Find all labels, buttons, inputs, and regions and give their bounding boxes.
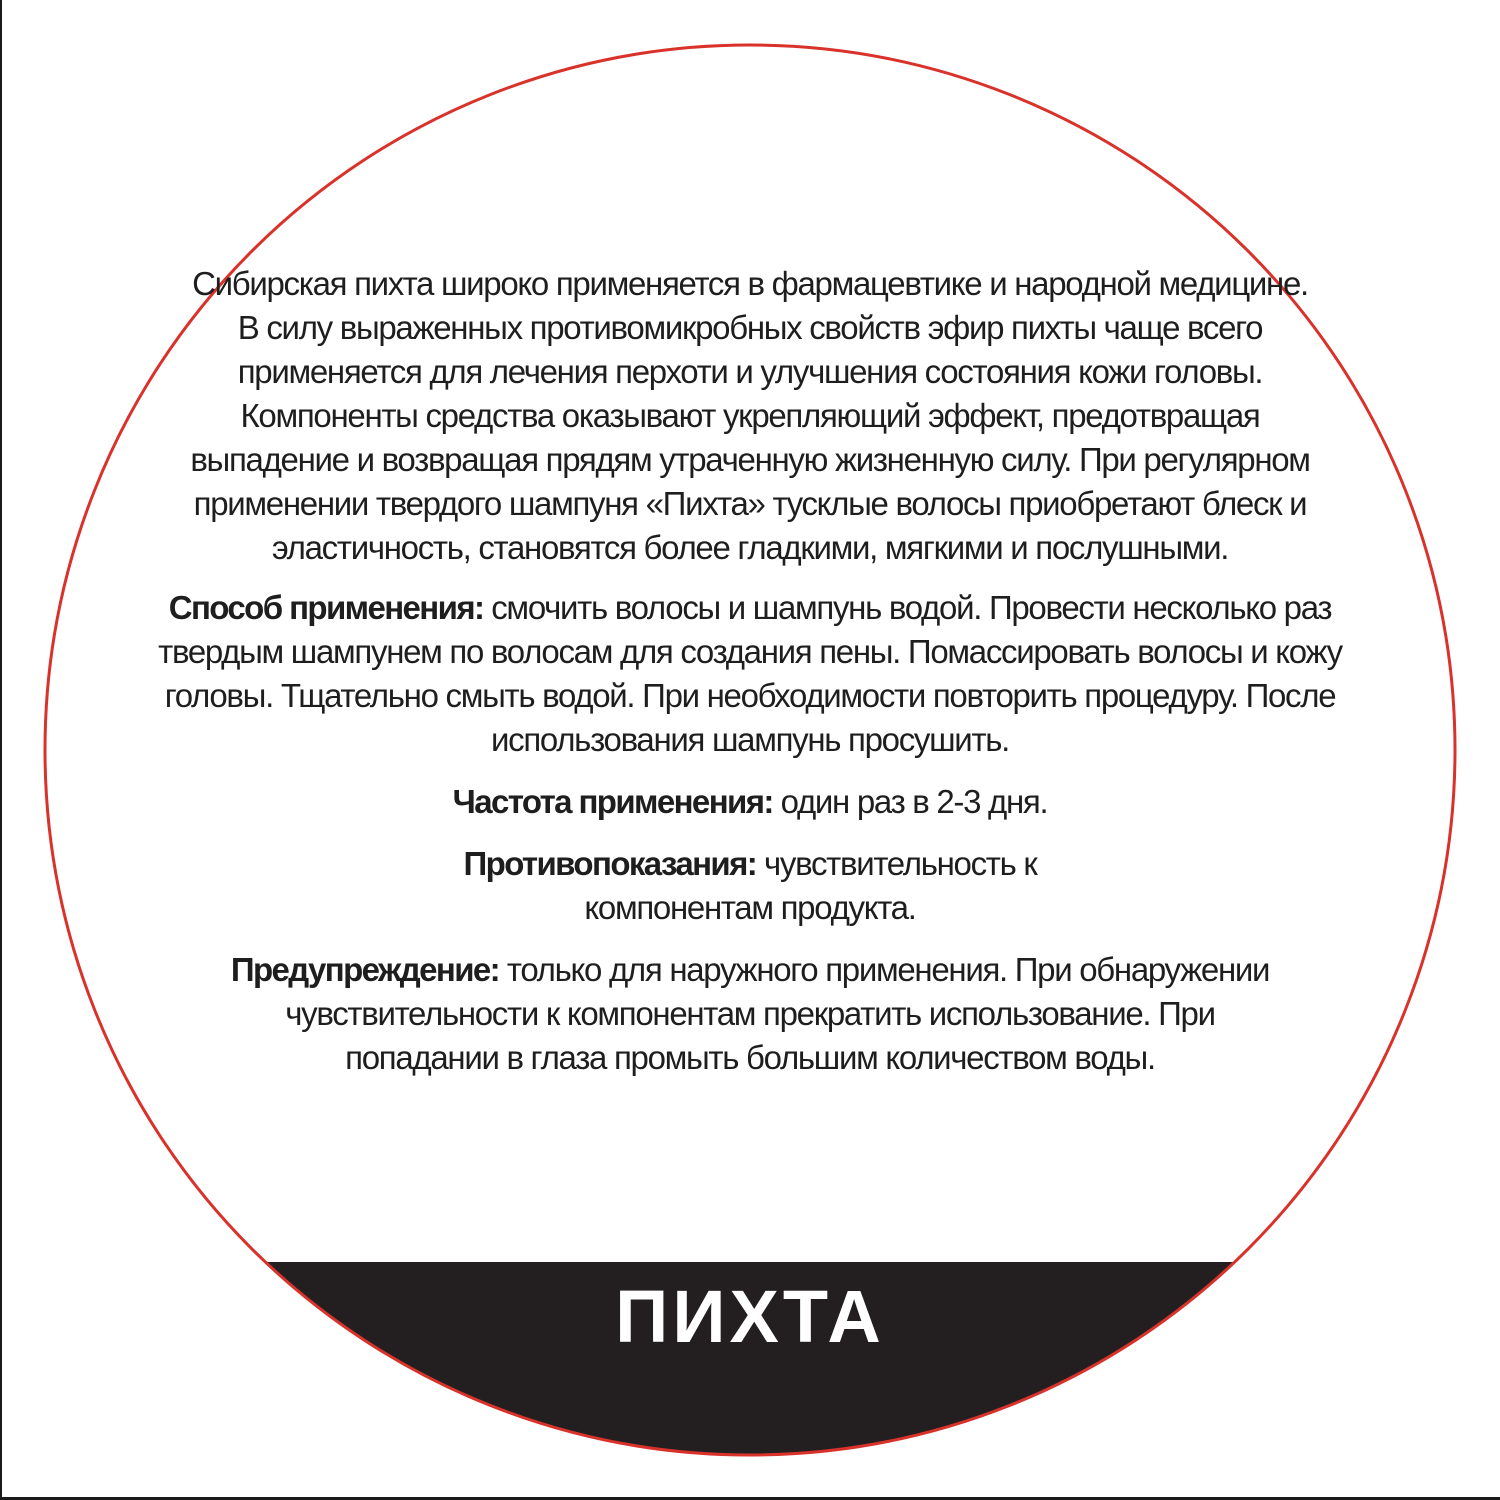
frequency-label: Частота применения: [452,783,773,820]
frequency-paragraph [250,780,1250,824]
description-block [130,262,1370,1080]
method-label: Способ применения: [168,589,484,626]
warning-text: только для наружного применения. При обнаружении чувствительности к компонентам прекратить использование. При попадании в глаза промыть большим количеством воды. [285,951,1270,1076]
warning-paragraph [220,948,1280,1080]
frequency-text: один раз в 2-3 дня. [772,783,1048,820]
intro-paragraph: Сибирская пихта широко применяется в фармацевтике и народной медицине. В силу выраженных противомикробных свойств эфир пихты чаще всего применяется для лечения перхоти и улучшения состояния кожи головы. Компоненты средства оказывают укрепляющий эффект, предотвращая выпадение и возвращая прядям утраченную жизненную силу. При регулярном применении твердого шампуня «Пихта» тусклые волосы приобретают блеск и эластичность, становятся более гладкими, мягкими и послушными. [190,265,1310,566]
method-text: смочить волосы и шампунь водой. Провести несколько раз твердым шампунем по волосам для создания пены. Помассировать волосы и кожу головы. Тщательно смыть водой. При необходимости повторить процедуру. После использования шампунь просушить. [158,589,1342,758]
warning-label: Предупреждение: [230,951,500,988]
contraindications-label: Противопоказания: [463,845,757,882]
brand-title: ПИХТА [615,1275,885,1358]
contraindications-text: чувствительность к компонентам продукта. [584,845,1037,926]
contraindications-paragraph [420,842,1080,930]
method-paragraph [130,586,1370,762]
